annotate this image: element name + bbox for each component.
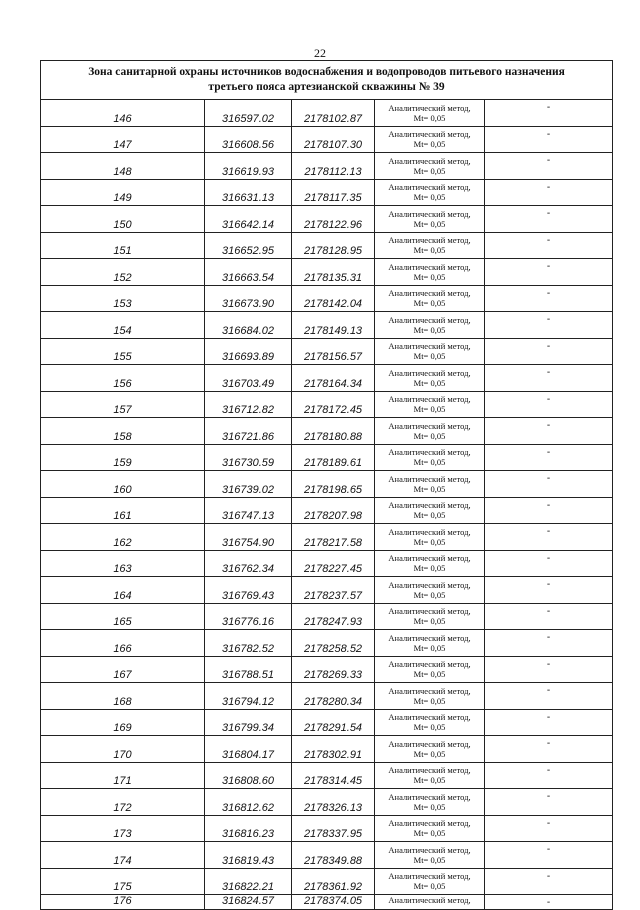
y-coordinate: 2178247.93 [292,603,375,630]
method-cell [375,524,485,551]
accuracy-value: - [485,895,613,910]
x-coordinate: 316816.23 [205,815,292,842]
method-cell [375,126,485,153]
method-cell [375,259,485,286]
method-cell [375,444,485,471]
x-coordinate: 316608.56 [205,126,292,153]
point-number: 163 [41,550,205,577]
method-accuracy: Mt= 0,05 [413,139,446,150]
table-row [41,603,613,630]
x-coordinate: 316703.49 [205,365,292,392]
method-accuracy: Mt= 0,05 [413,192,446,203]
x-coordinate: 316673.90 [205,285,292,312]
y-coordinate: 2178207.98 [292,497,375,524]
point-number: 172 [41,789,205,816]
point-number: 156 [41,365,205,392]
method-accuracy: Mt= 0,05 [413,430,446,441]
method-accuracy: Mt= 0,05 [413,589,446,600]
x-coordinate: 316721.86 [205,418,292,445]
method-label: Аналитический метод, [388,500,471,511]
table-row [41,762,613,789]
y-coordinate: 2178217.58 [292,524,375,551]
y-coordinate: 2178291.54 [292,709,375,736]
y-coordinate: 2178180.88 [292,418,375,445]
method-accuracy: Mt= 0,05 [413,642,446,653]
page-number: 22 [314,46,326,60]
table-row [41,179,613,206]
point-number: 170 [41,736,205,763]
method-accuracy: Mt= 0,05 [413,218,446,229]
point-number: 153 [41,285,205,312]
method-label: Аналитический метод, [388,606,471,617]
method-label: Аналитический метод, [388,235,471,246]
method-cell [375,603,485,630]
method-cell [375,497,485,524]
y-coordinate: 2178258.52 [292,630,375,657]
accuracy-value: - [485,391,613,418]
point-number: 157 [41,391,205,418]
method-label: Аналитический метод, [388,871,471,882]
method-accuracy: Mt= 0,05 [413,695,446,706]
point-number: 155 [41,338,205,365]
y-coordinate: 2178227.45 [292,550,375,577]
method-label: Аналитический метод, [388,473,471,484]
table-row [41,312,613,339]
method-accuracy: Mt= 0,05 [413,271,446,282]
x-coordinate: 316631.13 [205,179,292,206]
method-cell [375,285,485,312]
point-number: 150 [41,206,205,233]
table-row [41,100,613,127]
y-coordinate: 2178337.95 [292,815,375,842]
x-coordinate: 316782.52 [205,630,292,657]
method-label: Аналитический метод, [388,579,471,590]
method-label: Аналитический метод, [388,447,471,458]
x-coordinate: 316730.59 [205,444,292,471]
x-coordinate: 316712.82 [205,391,292,418]
table-row [41,497,613,524]
accuracy-value: - [485,471,613,498]
x-coordinate: 316776.16 [205,603,292,630]
method-label: Аналитический метод, [388,341,471,352]
y-coordinate: 2178172.45 [292,391,375,418]
method-label: Аналитический метод, [388,155,471,166]
method-label: Аналитический метод, [388,394,471,405]
table-row [41,126,613,153]
point-number: 166 [41,630,205,657]
accuracy-value: - [485,524,613,551]
accuracy-value: - [485,126,613,153]
y-coordinate: 2178374.05 [292,895,375,910]
point-number: 154 [41,312,205,339]
method-accuracy: Mt= 0,05 [413,616,446,627]
table-row [41,471,613,498]
x-coordinate: 316597.02 [205,100,292,127]
method-accuracy: Mt= 0,05 [413,828,446,839]
accuracy-value: - [485,815,613,842]
method-label: Аналитический метод, [388,659,471,670]
method-label: Аналитический метод, [388,685,471,696]
x-coordinate: 316747.13 [205,497,292,524]
method-cell [375,789,485,816]
accuracy-value: - [485,153,613,180]
method-accuracy: Mt= 0,05 [413,854,446,865]
method-cell [375,630,485,657]
table-row [41,259,613,286]
point-number: 164 [41,577,205,604]
y-coordinate: 2178149.13 [292,312,375,339]
y-coordinate: 2178128.95 [292,232,375,259]
method-accuracy: Mt= 0,05 [413,112,446,123]
y-coordinate: 2178189.61 [292,444,375,471]
method-accuracy: Mt= 0,05 [413,165,446,176]
method-label: Аналитический метод, [388,526,471,537]
y-coordinate: 2178280.34 [292,683,375,710]
accuracy-value: - [485,312,613,339]
table-row [41,683,613,710]
y-coordinate: 2178122.96 [292,206,375,233]
method-cell [375,815,485,842]
y-coordinate: 2178269.33 [292,656,375,683]
table-row [41,391,613,418]
point-number: 176 [41,895,205,910]
y-coordinate: 2178361.92 [292,868,375,895]
y-coordinate: 2178156.57 [292,338,375,365]
method-cell [375,577,485,604]
x-coordinate: 316804.17 [205,736,292,763]
method-accuracy: Mt= 0,05 [413,881,446,892]
x-coordinate: 316824.57 [205,895,292,910]
method-cell [375,418,485,445]
table-row [41,789,613,816]
accuracy-value: - [485,709,613,736]
method-cell [375,206,485,233]
x-coordinate: 316642.14 [205,206,292,233]
x-coordinate: 316808.60 [205,762,292,789]
method-accuracy: Mt= 0,05 [413,483,446,494]
point-number: 174 [41,842,205,869]
point-number: 171 [41,762,205,789]
table-row [41,524,613,551]
method-label: Аналитический метод, [388,102,471,113]
x-coordinate: 316799.34 [205,709,292,736]
point-number: 173 [41,815,205,842]
method-cell [375,842,485,869]
method-accuracy: Mt= 0,05 [413,748,446,759]
method-cell [375,709,485,736]
accuracy-value: - [485,418,613,445]
point-number: 167 [41,656,205,683]
method-accuracy: Mt= 0,05 [413,801,446,812]
method-accuracy: Mt= 0,05 [413,457,446,468]
y-coordinate: 2178302.91 [292,736,375,763]
method-accuracy: Mt= 0,05 [413,669,446,680]
table-row [41,418,613,445]
method-cell [375,736,485,763]
accuracy-value: - [485,868,613,895]
point-number: 160 [41,471,205,498]
accuracy-value: - [485,100,613,127]
method-accuracy: Mt= 0,05 [413,404,446,415]
x-coordinate: 316754.90 [205,524,292,551]
accuracy-value: - [485,630,613,657]
method-accuracy: Mt= 0,05 [413,298,446,309]
point-number: 149 [41,179,205,206]
method-cell [375,868,485,895]
accuracy-value: - [485,842,613,869]
table-body [41,100,613,910]
table-row [41,709,613,736]
method-cell [375,100,485,127]
point-number: 169 [41,709,205,736]
method-label: Аналитический метод, [388,208,471,219]
accuracy-value: - [485,577,613,604]
method-cell [375,391,485,418]
y-coordinate: 2178117.35 [292,179,375,206]
table-row [41,285,613,312]
accuracy-value: - [485,179,613,206]
method-label: Аналитический метод, [388,818,471,829]
y-coordinate: 2178349.88 [292,842,375,869]
method-label: Аналитический метод, [388,129,471,140]
accuracy-value: - [485,497,613,524]
method-accuracy: Mt= 0,05 [413,377,446,388]
x-coordinate: 316769.43 [205,577,292,604]
table-row [41,842,613,869]
table-row [41,815,613,842]
method-accuracy: Mt= 0,05 [413,536,446,547]
accuracy-value: - [485,683,613,710]
method-label: Аналитический метод, [388,765,471,776]
point-number: 175 [41,868,205,895]
y-coordinate: 2178198.65 [292,471,375,498]
x-coordinate: 316693.89 [205,338,292,365]
y-coordinate: 2178102.87 [292,100,375,127]
method-cell [375,232,485,259]
accuracy-value: - [485,444,613,471]
method-accuracy: Mt= 0,05 [413,245,446,256]
accuracy-value: - [485,285,613,312]
accuracy-value: - [485,550,613,577]
y-coordinate: 2178164.34 [292,365,375,392]
method-accuracy: Mt= 0,05 [413,351,446,362]
table-row [41,365,613,392]
point-number: 148 [41,153,205,180]
point-number: 168 [41,683,205,710]
y-coordinate: 2178314.45 [292,762,375,789]
y-coordinate: 2178135.31 [292,259,375,286]
method-label: Аналитический метод, [388,261,471,272]
method-accuracy: Mt= 0,05 [413,722,446,733]
accuracy-value: - [485,603,613,630]
table-row [41,550,613,577]
x-coordinate: 316819.43 [205,842,292,869]
method-label: Аналитический метод, [388,182,471,193]
point-number: 158 [41,418,205,445]
accuracy-value: - [485,206,613,233]
method-label: Аналитический метод, [388,288,471,299]
method-label: Аналитический метод, [388,632,471,643]
method-cell [375,365,485,392]
method-label: Аналитический метод, [388,738,471,749]
x-coordinate: 316822.21 [205,868,292,895]
x-coordinate: 316788.51 [205,656,292,683]
method-label: Аналитический метод, [388,553,471,564]
table-title-line2: третьего пояса артезианской скважины № 39 [208,81,445,93]
method-cell [375,550,485,577]
x-coordinate: 316794.12 [205,683,292,710]
method-accuracy: Mt= 0,05 [413,510,446,521]
point-number: 165 [41,603,205,630]
table-row [41,868,613,895]
x-coordinate: 316812.62 [205,789,292,816]
table-title-line1: Зона санитарной охраны источников водоснабжения и водопроводов питьевого назначения [88,66,565,78]
accuracy-value: - [485,365,613,392]
point-number: 161 [41,497,205,524]
method-cell [375,179,485,206]
method-label: Аналитический метод, [388,712,471,723]
x-coordinate: 316762.34 [205,550,292,577]
table-row [41,736,613,763]
method-cell [375,153,485,180]
accuracy-value: - [485,338,613,365]
y-coordinate: 2178112.13 [292,153,375,180]
x-coordinate: 316739.02 [205,471,292,498]
coordinates-table [40,60,613,910]
method-label: Аналитический метод, [388,844,471,855]
table-row [41,206,613,233]
point-number: 147 [41,126,205,153]
accuracy-value: - [485,232,613,259]
point-number: 159 [41,444,205,471]
method-accuracy: Mt= 0,05 [413,775,446,786]
method-cell [375,471,485,498]
table-title [41,61,613,100]
y-coordinate: 2178237.57 [292,577,375,604]
table-row [41,656,613,683]
x-coordinate: 316663.54 [205,259,292,286]
method-cell [375,762,485,789]
method-label: Аналитический метод, [388,367,471,378]
method-cell [375,338,485,365]
method-label: Аналитический метод, [388,314,471,325]
x-coordinate: 316684.02 [205,312,292,339]
method-cell: Аналитический метод, [375,895,485,910]
method-accuracy: Mt= 0,05 [413,324,446,335]
method-cell [375,656,485,683]
accuracy-value: - [485,259,613,286]
table-row [41,577,613,604]
x-coordinate: 316652.95 [205,232,292,259]
accuracy-value: - [485,656,613,683]
x-coordinate: 316619.93 [205,153,292,180]
point-number: 162 [41,524,205,551]
table-row [41,338,613,365]
accuracy-value: - [485,789,613,816]
method-cell [375,683,485,710]
table-row [41,895,613,910]
table-row [41,444,613,471]
table-row [41,630,613,657]
point-number: 146 [41,100,205,127]
table-row [41,232,613,259]
method-label: Аналитический метод, [388,791,471,802]
y-coordinate: 2178326.13 [292,789,375,816]
method-cell [375,312,485,339]
accuracy-value: - [485,736,613,763]
table-row [41,153,613,180]
accuracy-value: - [485,762,613,789]
method-label: Аналитический метод, [388,420,471,431]
point-number: 152 [41,259,205,286]
point-number: 151 [41,232,205,259]
method-accuracy: Mt= 0,05 [413,563,446,574]
y-coordinate: 2178142.04 [292,285,375,312]
y-coordinate: 2178107.30 [292,126,375,153]
